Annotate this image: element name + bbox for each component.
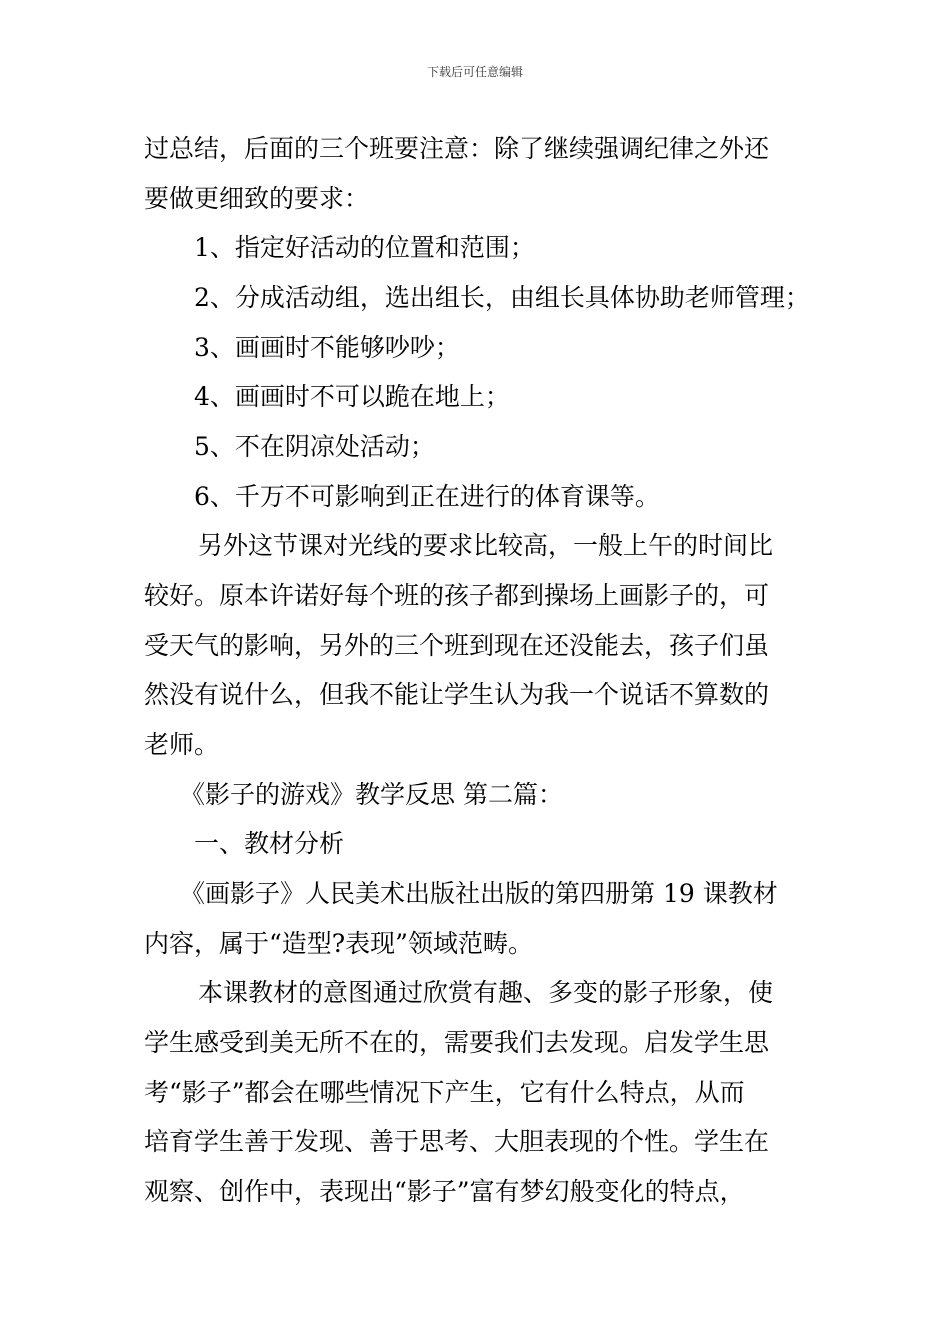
list-item-3: 3、画画时不能够吵吵； [194, 333, 460, 362]
list-item-5: 5、不在阴凉处活动； [194, 432, 435, 461]
paragraph-line: 考“影子”都会在哪些情况下产生，它有什么特点，从而 [144, 1078, 745, 1107]
paragraph-line: 老师。 [144, 730, 220, 759]
paragraph-line: 培育学生善于发现、善于思考、大胆表现的个性。学生在 [144, 1127, 770, 1156]
list-item-2: 2、分成活动组，选出组长，由组长具体协助老师管理； [194, 283, 810, 312]
paragraph-line: 内容，属于“造型?表现”领域范畴。 [144, 929, 533, 958]
paragraph-line: 较好。原本许诺好每个班的孩子都到操场上画影子的，可 [144, 581, 770, 610]
paragraph-line: 《画影子》人民美术出版社出版的第四册第 19 课教材 [180, 879, 778, 908]
section-title: 《影子的游戏》教学反思 第二篇： [180, 780, 563, 809]
list-item-4: 4、画画时不可以跪在地上； [194, 382, 510, 411]
body-line-2: 要做更细致的要求： [144, 184, 370, 213]
list-item-6: 6、千万不可影响到正在进行的体育课等。 [194, 482, 660, 511]
paragraph-line: 然没有说什么，但我不能让学生认为我一个说话不算数的 [144, 680, 770, 709]
page-header-note: 下载后可任意编辑 [426, 65, 523, 79]
paragraph-line: 另外这节课对光线的要求比较高，一般上午的时间比 [198, 531, 774, 560]
paragraph-line: 本课教材的意图通过欣赏有趣、多变的影子形象，使 [198, 978, 774, 1007]
paragraph-line: 观察、创作中，表现出“影子”富有梦幻般变化的特点， [144, 1177, 745, 1206]
section-heading: 一、教材分析 [194, 829, 345, 858]
body-line-1: 过总结，后面的三个班要注意：除了继续强调纪律之外还 [144, 134, 770, 163]
paragraph-line: 学生感受到美无所不在的，需要我们去发现。启发学生思 [144, 1028, 770, 1057]
paragraph-line: 受天气的影响，另外的三个班到现在还没能去，孩子们虽 [144, 631, 770, 660]
list-item-1: 1、指定好活动的位置和范围； [194, 233, 535, 262]
